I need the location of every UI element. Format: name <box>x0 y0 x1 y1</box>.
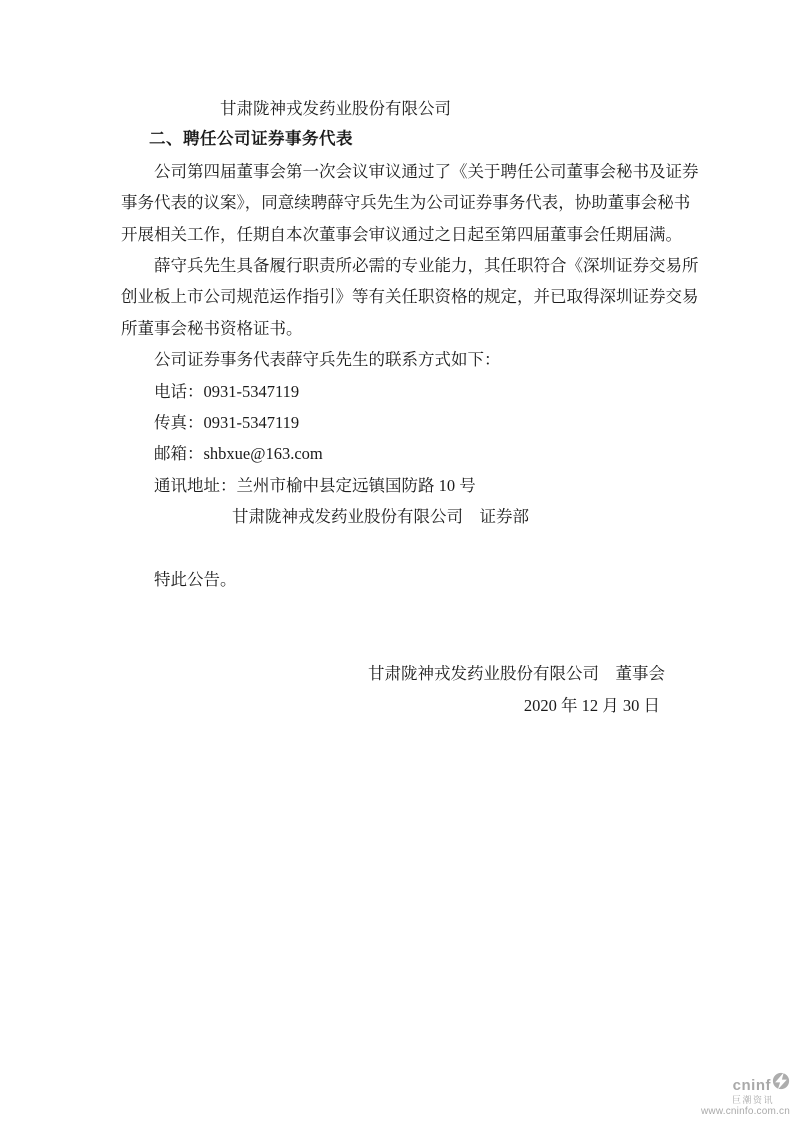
cninfo-subtitle: 巨潮资讯 <box>731 1095 774 1105</box>
contact-phone <box>121 376 672 407</box>
paragraph2-line2: 创业板上市公司规范运作指引》等有关任职资格的规定，并已取得深圳证券交易 <box>121 287 699 307</box>
company-name-header: 甘肃陇神戎发药业股份有限公司 <box>220 99 451 118</box>
section-title: 二、聘任公司证券事务代表 <box>149 130 354 149</box>
paragraph1-line3: 开展相关工作，任期自本次董事会审议通过之日起至第四届董事会任期届满。 <box>121 224 682 244</box>
document-body <box>121 93 699 721</box>
contact-email-value: shbxue@163.com <box>203 444 323 464</box>
contact-fax <box>121 407 672 438</box>
cninfo-watermark <box>701 1076 790 1117</box>
paragraph1-line2: 事务代表的议案》，同意续聘薛守兵先生为公司证券事务代表，协助董事会秘书 <box>121 193 691 213</box>
contact-fax-label: 传真： <box>154 413 204 433</box>
signature-company: 甘肃陇神戎发药业股份有限公司 董事会 <box>368 664 665 684</box>
contact-address-value: 兰州市榆中县定远镇国防路 10 号 <box>236 475 476 495</box>
contact-address-label: 通讯地址： <box>154 475 237 495</box>
spacer <box>121 533 672 564</box>
contact-address <box>121 470 672 501</box>
contact-email <box>121 438 672 469</box>
contact-phone-label: 电话： <box>154 381 204 401</box>
cninfo-swirl-icon <box>772 1072 790 1094</box>
contact-fax-value: 0931-5347119 <box>203 413 300 433</box>
paragraph2-line3: 所董事会秘书资格证书。 <box>121 318 303 338</box>
closing-statement: 特此公告。 <box>154 570 237 590</box>
cninfo-logo <box>701 1076 790 1094</box>
contact-email-label: 邮箱： <box>154 444 204 464</box>
spacer <box>121 627 672 658</box>
contact-intro: 公司证券事务代表薛守兵先生的联系方式如下： <box>154 350 501 370</box>
spacer <box>121 595 672 626</box>
paragraph2-line1: 薛守兵先生具备履行职责所必需的专业能力，其任职符合《深圳证券交易所 <box>154 256 699 276</box>
cninfo-logo-text: cninf <box>732 1076 771 1094</box>
signature-date: 2020 年 12 月 30 日 <box>523 695 660 715</box>
contact-phone-value: 0931-5347119 <box>203 381 300 401</box>
paragraph1-line1: 公司第四届董事会第一次会议审议通过了《关于聘任公司董事会秘书及证券 <box>154 161 699 181</box>
cninfo-url: www.cninfo.com.cn <box>701 1106 790 1117</box>
contact-address-line2: 甘肃陇神戎发药业股份有限公司 证券部 <box>232 507 529 527</box>
